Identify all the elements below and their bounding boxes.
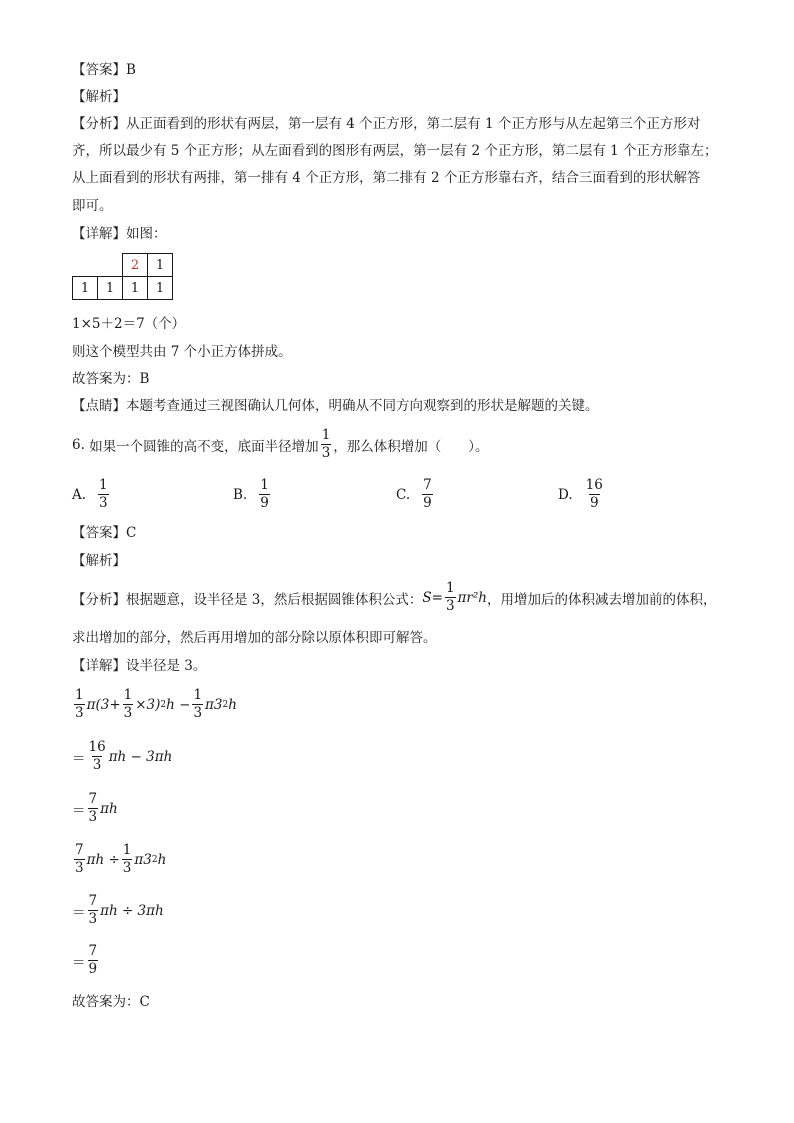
equals-sign: ＝ xyxy=(72,904,86,921)
grid-cell: 1 xyxy=(148,277,173,300)
q5-detail-line xyxy=(72,224,167,244)
option-fraction xyxy=(422,478,433,511)
fraction-numerator: 1 xyxy=(122,842,132,858)
q5-analysis-header: 【解析】 xyxy=(72,89,126,105)
fraction-denominator: 3 xyxy=(88,911,98,927)
q6-analysis-header: 【解析】 xyxy=(72,553,126,569)
fraction-numerator: 1 xyxy=(193,687,203,703)
fraction-numerator: 1 xyxy=(260,477,269,493)
fraction-numerator: 7 xyxy=(88,943,98,959)
calc-step-1 xyxy=(72,688,237,721)
fraction-denominator: 3 xyxy=(99,495,108,511)
fraction-denominator: 3 xyxy=(92,757,102,773)
q5-conclusion: 则这个模型共由 7 个小正方体拼成。 xyxy=(72,344,292,360)
calc-step-2 xyxy=(72,740,172,773)
fraction-numerator: 1 xyxy=(75,687,84,703)
formula-fraction xyxy=(445,581,456,614)
grid-row-bottom xyxy=(73,277,173,300)
fraction xyxy=(88,944,99,977)
q6-fenxi-line2: 求出增加的部分，然后再用增加的部分除以原体积即可解答。 xyxy=(72,630,437,646)
fenxi-text: 从正面看到的形状有两层，第一层有 4 个正方形，第二层有 1 个正方形与从左起第三个正方形对 xyxy=(126,116,701,132)
fraction-denominator: 3 xyxy=(445,598,455,614)
calc-step-4 xyxy=(72,843,166,876)
fenxi-tag: 【分析】 xyxy=(72,591,126,608)
fraction-denominator: 3 xyxy=(321,445,331,461)
stem-text-a: 如果一个圆锥的高不变，底面半径增加 xyxy=(89,438,319,455)
equals-sign: ＝ xyxy=(72,802,86,819)
question-number: 6. xyxy=(72,436,85,453)
expr-part: h − xyxy=(166,696,191,713)
expr-part: πh − 3πh xyxy=(108,748,173,765)
grid-cell: 1 xyxy=(123,277,148,300)
exponent: 2 xyxy=(222,699,229,710)
grid-cell: 1 xyxy=(148,254,173,277)
detail-text: 如图： xyxy=(126,226,167,242)
fraction-denominator: 9 xyxy=(260,495,269,511)
fraction xyxy=(88,792,99,825)
formula-s: S= xyxy=(422,589,443,606)
fraction xyxy=(74,843,85,876)
stem-fraction xyxy=(321,428,332,461)
fraction xyxy=(123,688,134,721)
answer-tag: 【答案】 xyxy=(72,62,126,78)
option-b[interactable] xyxy=(233,478,272,511)
fraction-numerator: 16 xyxy=(585,477,603,493)
option-label: A. xyxy=(72,486,87,503)
formula-tail: πr²h xyxy=(457,589,487,606)
detail-text: 设半径是 3。 xyxy=(126,658,207,674)
q5-fenxi-line4: 即可。 xyxy=(72,198,113,214)
fraction-denominator: 3 xyxy=(123,705,133,721)
calc-step-5 xyxy=(72,894,164,927)
q5-review-line xyxy=(72,396,599,416)
q6-detail-line xyxy=(72,656,206,676)
fenxi-tag: 【分析】 xyxy=(72,116,126,132)
fraction-denominator: 3 xyxy=(75,860,84,876)
expr-part: π(3+ xyxy=(86,696,121,713)
expr-part: ×3) xyxy=(135,696,161,713)
fraction-numerator: 16 xyxy=(88,739,106,755)
expr-part: πh xyxy=(100,800,118,817)
equals-sign: ＝ xyxy=(72,954,86,971)
option-fraction xyxy=(259,478,270,511)
fraction xyxy=(88,740,107,773)
detail-tag: 【详解】 xyxy=(72,658,126,674)
option-label: D. xyxy=(558,486,573,503)
q5-final-answer: 故答案为：B xyxy=(72,371,150,387)
fraction-numerator: 7 xyxy=(88,893,98,909)
expr-part: π3 xyxy=(134,851,152,868)
fraction-denominator: 9 xyxy=(423,495,432,511)
fraction xyxy=(88,894,99,927)
grid-row-top xyxy=(73,254,173,277)
grid-cell: 2 xyxy=(123,254,148,277)
fraction-denominator: 3 xyxy=(75,705,84,721)
q6-answer-line xyxy=(72,523,136,543)
option-c[interactable] xyxy=(396,478,435,511)
option-fraction xyxy=(98,478,109,511)
fraction xyxy=(74,688,85,721)
fenxi-text-a: 根据题意，设半径是 3，然后根据圆锥体积公式： xyxy=(126,591,423,608)
fraction-numerator: 1 xyxy=(445,580,455,596)
top-view-count-grid xyxy=(72,253,173,300)
answer-value: B xyxy=(126,62,136,78)
q6-fenxi-line1 xyxy=(72,581,716,614)
fraction-numerator: 1 xyxy=(321,427,331,443)
fraction-numerator: 7 xyxy=(75,842,84,858)
option-a[interactable] xyxy=(72,478,111,511)
fraction xyxy=(192,688,203,721)
q6-stem xyxy=(72,428,489,461)
fraction-numerator: 1 xyxy=(99,477,108,493)
review-tag: 【点睛】 xyxy=(72,398,126,414)
review-text: 本题考查通过三视图确认几何体，明确从不同方向观察到的形状是解题的关键。 xyxy=(126,398,599,414)
q5-fenxi-line1 xyxy=(72,114,700,134)
expr-part: πh ÷ 3πh xyxy=(100,902,164,919)
q5-calc: 1×5＋2＝7（个） xyxy=(72,316,186,332)
fraction-denominator: 3 xyxy=(193,705,203,721)
stem-text-b: ，那么体积增加（ ）。 xyxy=(333,438,489,455)
fraction-numerator: 7 xyxy=(423,477,432,493)
detail-tag: 【详解】 xyxy=(72,226,126,242)
option-d[interactable] xyxy=(558,478,606,511)
expr-part: πh ÷ xyxy=(86,851,120,868)
fenxi-text-b: ，用增加后的体积减去增加前的体积， xyxy=(486,591,717,608)
expr-part: π3 xyxy=(205,696,223,713)
option-fraction xyxy=(585,478,604,511)
q6-final-answer: 故答案为：C xyxy=(72,994,150,1010)
grid-cell: 1 xyxy=(98,277,123,300)
fraction xyxy=(122,843,133,876)
expr-part: h xyxy=(157,851,167,868)
grid-cell: 1 xyxy=(73,277,98,300)
calc-step-6 xyxy=(72,944,100,977)
answer-tag: 【答案】 xyxy=(72,525,126,541)
equals-sign: ＝ xyxy=(72,750,86,767)
answer-value: C xyxy=(126,525,137,541)
q5-fenxi-line3: 从上面看到的形状有两排，第一排有 4 个正方形，第二排有 2 个正方形靠右齐，结合三面看到的形状解答 xyxy=(72,170,701,186)
q5-answer-line xyxy=(72,60,136,80)
q5-fenxi-line2: 齐，所以最少有 5 个正方形；从左面看到的图形有两层，第一层有 2 个正方形，第二层有 1 个正方形靠左； xyxy=(72,143,718,159)
calc-step-3 xyxy=(72,792,118,825)
option-label: B. xyxy=(233,486,248,503)
exponent: 2 xyxy=(160,699,167,710)
fraction-denominator: 3 xyxy=(88,809,98,825)
fraction-denominator: 9 xyxy=(589,495,599,511)
grid-cell xyxy=(73,254,98,277)
fraction-denominator: 3 xyxy=(122,860,132,876)
fraction-denominator: 9 xyxy=(88,961,98,977)
option-label: C. xyxy=(396,486,411,503)
expr-part: h xyxy=(228,696,237,713)
fraction-numerator: 1 xyxy=(123,687,133,703)
exponent: 2 xyxy=(151,854,158,865)
grid-cell xyxy=(98,254,123,277)
fraction-numerator: 7 xyxy=(88,791,98,807)
